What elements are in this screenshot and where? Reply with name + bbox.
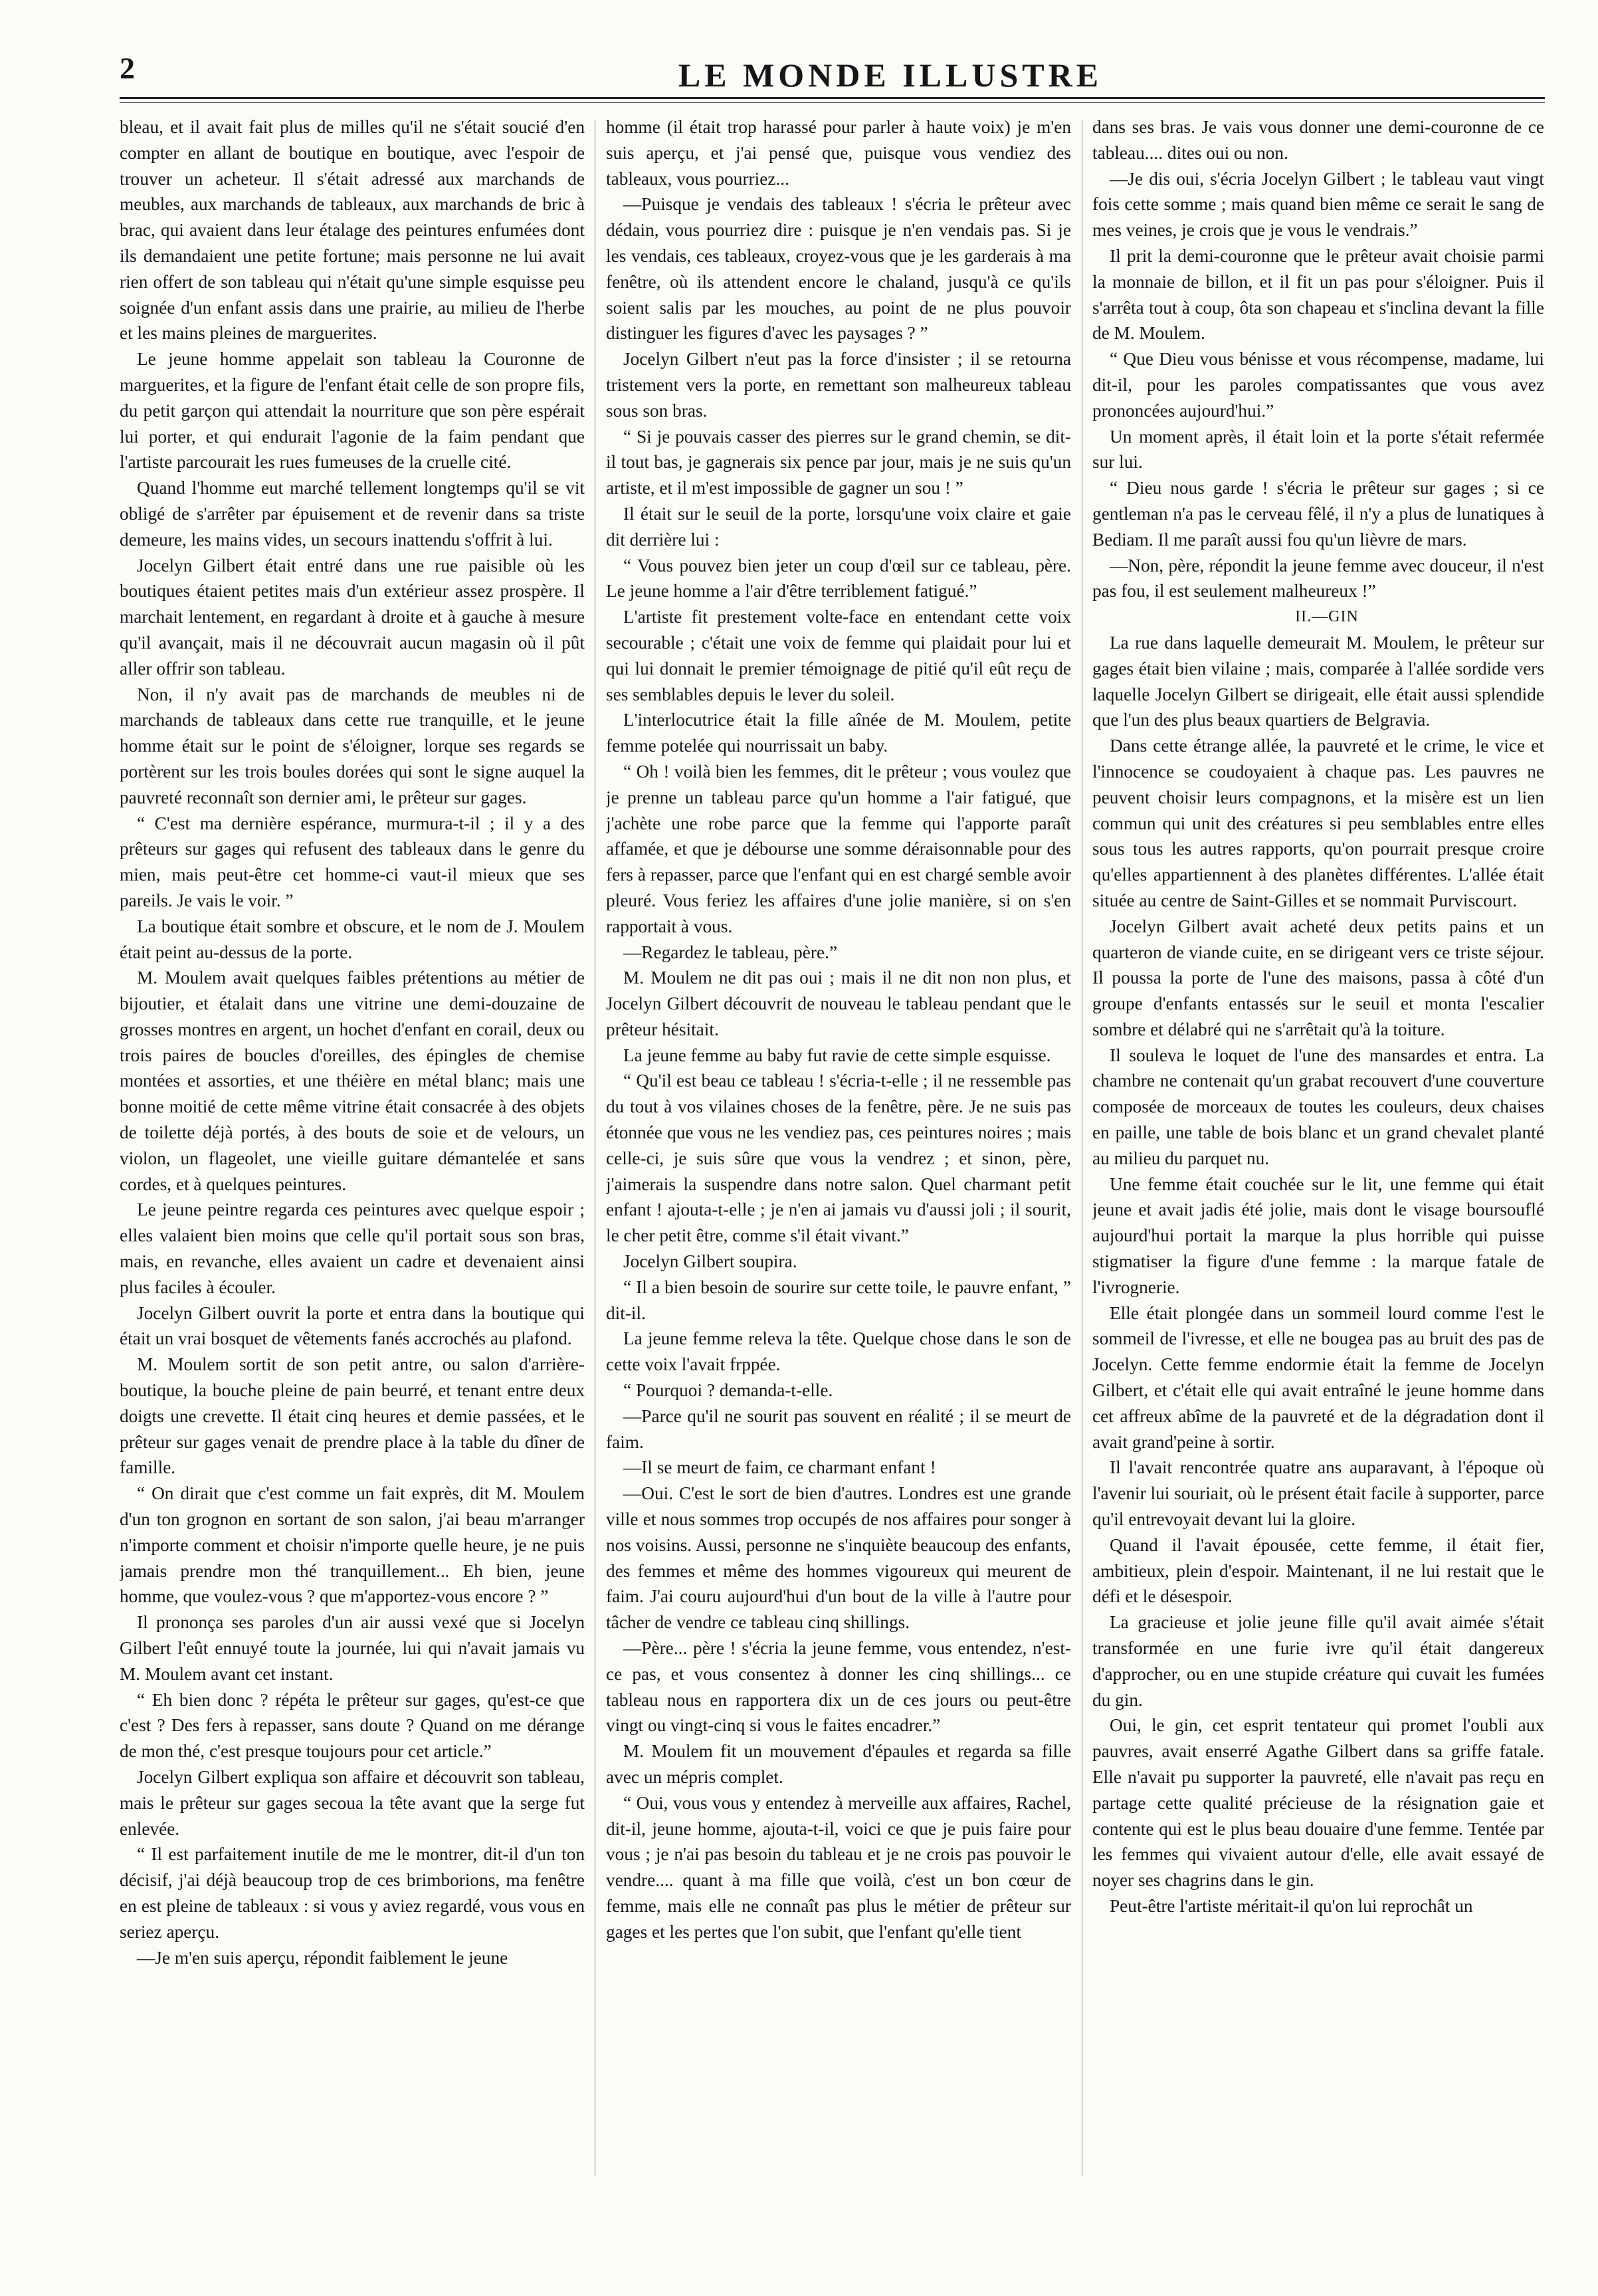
paragraph: Jocelyn Gilbert avait acheté deux petits pains et un quarteron de viande cuite, en se dirigeant vers ce triste séjour. Il poussa la porte de l'une des maisons, passa à côté d'un groupe d'enfants entassés sur le seuil et monta l'escalier sombre et délabré qui ne s'arrêtait qu'à la toiture.	[1092, 916, 1544, 1039]
paragraph: Jocelyn Gilbert ouvrit la porte et entra dans la boutique qui était un vrai bosquet de vêtements fanés accrochés au plafond.	[120, 1303, 585, 1349]
paragraph: La gracieuse et jolie jeune fille qu'il avait aimée s'était transformée en une furie ivre qu'il était dangereux d'approcher, ou en une stupide créature qui cuvait les fumées du gin.	[1092, 1612, 1544, 1710]
paragraph: —Je dis oui, s'écria Jocelyn Gilbert ; le tableau vaut vingt fois cette somme ; mais quand bien même ce serait le sang de mes veines, je crois que je vous le vendrais.”	[1092, 168, 1544, 241]
paragraph: Un moment après, il était loin et la porte s'était refermée sur lui.	[1092, 426, 1544, 472]
paragraph: “ Il est parfaitement inutile de me le montrer, dit-il d'un ton décisif, j'ai déjà beaucoup trop de ces brimborions, ma fenêtre en est pleine de tableaux : si vous y aviez regardé, vous vous en seriez aperçu.	[120, 1844, 585, 1942]
paragraph: “ Il a bien besoin de sourire sur cette toile, le pauvre enfant, ” dit-il.	[606, 1277, 1071, 1323]
header-rule	[120, 97, 1545, 99]
paragraph: Jocelyn Gilbert était entré dans une rue paisible où les boutiques étaient petites mais d'un extérieur assez prospère. Il marchait lentement, en regardant à droite et à gauche à mesure qu'il avançait, mais il ne découvrait aucun magasin où il pût aller offrir son tableau.	[120, 555, 585, 678]
paragraph: M. Moulem fit un mouvement d'épaules et regarda sa fille avec un mépris complet.	[606, 1741, 1071, 1787]
paragraph: —Il se meurt de faim, ce charmant enfant !	[623, 1457, 936, 1478]
paragraph: Peut-être l'artiste méritait-il qu'on lui reprochât un	[1110, 1895, 1473, 1916]
paragraph: Quand il l'avait épousée, cette femme, il était fier, ambitieux, plein d'espoir. Maintenant, il ne lui restait que le défi et le désespoir.	[1092, 1534, 1544, 1607]
paragraph: “ Qu'il est beau ce tableau ! s'écria-t-elle ; il ne ressemble pas du tout à vos vilaines choses de la fenêtre, père. Je ne suis pas étonnée que vous ne les vendiez pas, ces peintures noires ; mais celle-ci, je suis sûre que vous la vendrez ; et sinon, père, j'aimerais la suspendre dans notre salon. Quel charmant petit enfant ! ajouta-t-elle ; je n'en ai jamais vu d'aussi joli ; il sourit, le cher petit être, comme s'il était vivant.”	[606, 1071, 1071, 1246]
paragraph: “ Dieu nous garde ! s'écria le prêteur sur gages ; si ce gentleman n'a pas le cerveau fêlé, il n'y a plus de lunatiques à Bediam. Il me paraît aussi fou qu'un lièvre de mars.	[1092, 478, 1544, 550]
paragraph: Elle était plongée dans un sommeil lourd comme l'est le sommeil de l'ivresse, et elle ne bougea pas au bruit des pas de Jocelyn. Cette femme endormie était la femme de Jocelyn Gilbert, et c'était elle qui avait entraîné le jeune homme dans cet affreux abîme de la pauvreté et de la dégradation dont il avait grand'peine à sortir.	[1092, 1303, 1544, 1452]
paragraph: “ Oui, vous vous y entendez à merveille aux affaires, Rachel, dit-il, jeune homme, ajouta-t-il, voici ce que je puis faire pour vous ; je n'ai pas besoin du tableau et je ne crois pas pouvoir le vendre.... quant à ma fille que voilà, c'est un bon cœur de femme, mais elle ne connaît pas plus le métier de prêteur sur gages et les pertes que l'on subit, que l'enfant qu'elle tient	[606, 1792, 1071, 1942]
header-rule-thin	[120, 102, 1545, 103]
page-number: 2	[120, 51, 135, 85]
paragraph: Il prit la demi-couronne que le prêteur avait choisie parmi la monnaie de billon, et il fit un pas pour s'éloigner. Puis il s'arrêta tout à coup, ôta son chapeau et s'inclina devant la fille de M. Moulem.	[1092, 245, 1544, 344]
paragraph: Une femme était couchée sur le lit, une femme qui était jeune et avait jadis été jolie, mais dont le visage boursouflé aujourd'hui portait la marque la plus horrible qui puisse stigmatiser la figure d'une femme : la marque fatale de l'ivrognerie.	[1092, 1174, 1544, 1297]
text-column-1	[120, 114, 585, 2190]
paragraph: Oui, le gin, cet esprit tentateur qui promet l'oubli aux pauvres, avait enserré Agathe Gilbert dans sa griffe fatale. Elle n'avait pu supporter la pauvreté, elle n'avait pas reçu en partage cette qualité précieuse de la résignation gaie et contente qui est le plus beau douaire d'une femme. Tentée par les femmes qui vivaient autour d'elle, elle avait essayé de noyer ses chagrins dans le gin.	[1092, 1715, 1544, 1891]
paragraph: —Regardez le tableau, père.”	[623, 942, 838, 962]
paragraph: Dans cette étrange allée, la pauvreté et le crime, le vice et l'innocence se coudoyaient à chaque pas. Les pauvres ne peuvent choisir leurs compagnons, et la misère est un lien commun qui unit des créatures si peu semblables entre elles sous tous les autres rapports, qu'on pourrait presque croire qu'elles appartiennent à des planètes différentes. L'allée était située au centre de Saint-Gilles et se nommait Purviscourt.	[1092, 736, 1544, 910]
paragraph: Il était sur le seuil de la porte, lorsqu'une voix claire et gaie dit derrière lui :	[606, 503, 1071, 550]
paragraph: “ Pourquoi ? demanda-t-elle.	[623, 1380, 833, 1401]
masthead: LE MONDE ILLUSTRE	[678, 56, 1103, 94]
paragraph: —Oui. C'est le sort de bien d'autres. Londres est une grande ville et nous sommes trop occupés de nos affaires pour songer à nos voisins. Aussi, personne ne s'inquiète beaucoup des enfants, des femmes et même des hommes vigoureux qui meurent de faim. J'ai couru aujourd'hui d'un bout de la ville à l'autre pour tâcher de vendre ce tableau cinq shillings.	[606, 1483, 1071, 1633]
paragraph: Jocelyn Gilbert soupira.	[623, 1251, 797, 1272]
paragraph: “ Oh ! voilà bien les femmes, dit le prêteur ; vous voulez que je prenne un tableau parce qu'un homme a l'air fatigué, que j'achète une robe parce que la femme qui l'apporte paraît affamée, et que je débourse une somme déraisonnable pour des fers à repasser, parce que l'enfant qui en est chargé semble avoir pleuré. Vous feriez les affaires d'une jolie manière, si on s'en rapportait à vous.	[606, 761, 1071, 936]
paragraph: Jocelyn Gilbert expliqua son affaire et découvrit son tableau, mais le prêteur sur gages secoua la tête avant que la serge fut enlevée.	[120, 1767, 585, 1839]
text-column-3-part-2	[1092, 630, 1544, 1919]
paragraph: L'interlocutrice était la fille aînée de M. Moulem, petite femme potelée qui nourrissait un baby.	[606, 710, 1071, 756]
paragraph: M. Moulem ne dit pas oui ; mais il ne dit non non plus, et Jocelyn Gilbert découvrit de nouveau le tableau pendant que le prêteur hésitait.	[606, 968, 1071, 1039]
paragraph: Il prononça ses paroles d'un air aussi vexé que si Jocelyn Gilbert l'eût ennuyé toute la journée, lui qui n'avait jamais vu M. Moulem avant cet instant.	[120, 1612, 585, 1684]
text-column-3-part-1	[1092, 114, 1544, 604]
paragraph: —Non, père, répondit la jeune femme avec douceur, il n'est pas fou, il est seulement malheureux !”	[1092, 555, 1544, 601]
paragraph: M. Moulem avait quelques faibles prétentions au métier de bijoutier, et étalait dans une vitrine une demi-douzaine de grosses montres en argent, un hochet d'enfant en corail, deux ou trois paires de boucles d'oreilles, des épingles de chemise montées et assorties, et une théière en métal blanc; mais une bonne moitié de cette même vitrine était consacrée à des objets de toilette déjà portés, à des bouts de soie et de velours, un violon, un flageolet, une vieille guitare démantelée et sans cordes, et à quelques peintures.	[120, 968, 585, 1194]
paragraph: —Puisque je vendais des tableaux ! s'écria le prêteur avec dédain, vous pourriez dire : puisque je n'en vendais pas. Si je les vendais, ces tableaux, croyez-vous que je les garderais à ma fenêtre, où ils attendent encore le chaland, jusqu'à ce qu'ils soient salis par les mouches, au point de ne plus pouvoir distinguer les figures d'avec les paysages ? ”	[606, 194, 1071, 344]
paragraph: “ On dirait que c'est comme un fait exprès, dit M. Moulem d'un ton grognon en sortant de son salon, j'ai beau m'arranger n'importe comment et choisir n'importe quelle heure, je ne puis jamais prendre mon thé tranquillement... Eh bien, jeune homme, que voulez-vous ? que m'apportez-vous encore ? ”	[120, 1483, 585, 1607]
paragraph: Il l'avait rencontrée quatre ans auparavant, à l'époque où l'avenir lui souriait, où le présent était facile à supporter, parce qu'il entrevoyait devant lui la gloire.	[1092, 1457, 1544, 1530]
paragraph: bleau, et il avait fait plus de milles qu'il ne s'était soucié d'en compter en allant de boutique en boutique, avec l'espoir de trouver un acheteur. Il s'était adressé aux marchands de meubles, aux marchands de tableaux, aux marchands de bric à brac, qui avaient dans leur étalage des peintures enfumées dont ils demandaient une petite fortune; mais personne ne lui avait rien offert de son tableau qui n'était qu'une simple esquisse peu soignée d'un enfant assis dans une prairie, au milieu de l'herbe et les mains pleines de marguerites.	[120, 117, 585, 344]
paragraph: dans ses bras. Je vais vous donner une demi-couronne de ce tableau.... dites oui ou non.	[1092, 117, 1544, 163]
paragraph: Le jeune peintre regarda ces peintures avec quelque espoir ; elles valaient bien moins que celle qu'il portait sous son bras, mais, en revanche, elles avaient un cadre et devenaient ainsi plus faciles à écouler.	[120, 1200, 585, 1297]
paragraph: “ Que Dieu vous bénisse et vous récompense, madame, lui dit-il, pour les paroles compatissantes que vous avez prononcées aujourd'hui.”	[1092, 349, 1544, 421]
paragraph: “ Eh bien donc ? répéta le prêteur sur gages, qu'est-ce que c'est ? Des fers à repasser, sans doute ? Quand on me dérange de mon thé, c'est presque toujours pour cet article.”	[120, 1689, 585, 1762]
paragraph: —Père... père ! s'écria la jeune femme, vous entendez, n'est-ce pas, et vous consentez à donner les cinq shillings... ce tableau nous en rapportera dix un de ces jours ou peut-être vingt ou vingt-cinq si vous le faites encadrer.”	[606, 1638, 1071, 1736]
paragraph: “ Si je pouvais casser des pierres sur le grand chemin, se dit-il tout bas, je gagnerais six pence par jour, mais je ne suis qu'un artiste, et il m'est impossible de gagner un sou ! ”	[606, 426, 1071, 498]
paragraph: Jocelyn Gilbert n'eut pas la force d'insister ; il se retourna tristement vers la porte, en remettant son malheureux tableau sous son bras.	[606, 349, 1071, 421]
paragraph: Non, il n'y avait pas de marchands de meubles ni de marchands de tableaux dans cette rue tranquille, et le jeune homme était sur le point de s'éloigner, lorque ses regards se portèrent sur les trois boules dorées qui sont le signe auquel la pauvreté reconnaît son dernier ami, le prêteur sur gages.	[120, 684, 585, 807]
paragraph: Quand l'homme eut marché tellement longtemps qu'il se vit obligé de s'arrêter par épuisement et de revenir dans sa triste demeure, les mains vides, un secours inattendu s'offrit à lui.	[120, 478, 585, 550]
paragraph: Le jeune homme appelait son tableau la Couronne de marguerites, et la figure de l'enfant était celle de son propre fils, du petit garçon qui attendait la nourriture que son père espérait lui porter, et qui endurait l'agonie de la faim pendant que l'artiste parcourait les rues fumeuses de la cruelle cité.	[120, 349, 585, 472]
paragraph: Il souleva le loquet de l'une des mansardes et entra. La chambre ne contenait qu'un grabat recouvert d'une couverture composée de morceaux de toutes les couleurs, deux chaises en paille, une table de bois blanc et un grand chevalet planté au milieu du parquet nu.	[1092, 1045, 1544, 1168]
paragraph: “ Vous pouvez bien jeter un coup d'œil sur ce tableau, père. Le jeune homme a l'air d'être terriblement fatigué.”	[606, 555, 1071, 601]
paragraph: homme (il était trop harassé pour parler à haute voix) je m'en suis aperçu, et j'ai pensé que, puisque vous vendiez des tableaux, vous pourriez...	[606, 117, 1071, 189]
paragraph: La jeune femme au baby fut ravie de cette simple esquisse.	[623, 1045, 1051, 1065]
paragraph: L'artiste fit prestement volte-face en entendant cette voix secourable ; c'était une voix de femme qui plaidait pour lui et qui lui donnait le premier témoignage de pitié qu'il eût reçu de ses semblables depuis le lever du soleil.	[606, 607, 1071, 704]
paragraph: M. Moulem sortit de son petit antre, ou salon d'arrière-boutique, la bouche pleine de pain beurré, et tenant entre deux doigts une crevette. Il était cinq heures et demie passées, et le prêteur sur gages venait de prendre place à la table du dîner de famille.	[120, 1354, 585, 1478]
paragraph: “ C'est ma dernière espérance, murmura-t-il ; il y a des prêteurs sur gages qui refusent des tableaux dans le genre du mien, mais peut-être cet homme-ci vaut-il mieux que ses pareils. Je vais le voir. ”	[120, 813, 585, 910]
paragraph: La rue dans laquelle demeurait M. Moulem, le prêteur sur gages était bien vilaine ; mais, comparée à l'allée sordide vers laquelle Jocelyn Gilbert se dirigeait, elle était aussi splendide que l'un des plus beaux quartiers de Belgravia.	[1092, 632, 1544, 730]
text-column-2	[606, 114, 1071, 2190]
paragraph: La jeune femme releva la tête. Quelque chose dans le son de cette voix l'avait frppée.	[606, 1328, 1071, 1375]
text-column-3	[1092, 114, 1544, 2190]
section-heading: II.—GIN	[1295, 608, 1359, 626]
paragraph: —Parce qu'il ne sourit pas souvent en réalité ; il se meurt de faim.	[606, 1406, 1071, 1452]
paragraph: —Je m'en suis aperçu, répondit faiblement le jeune	[137, 1947, 508, 1968]
paragraph: La boutique était sombre et obscure, et le nom de J. Moulem était peint au-dessus de la porte.	[120, 916, 585, 962]
